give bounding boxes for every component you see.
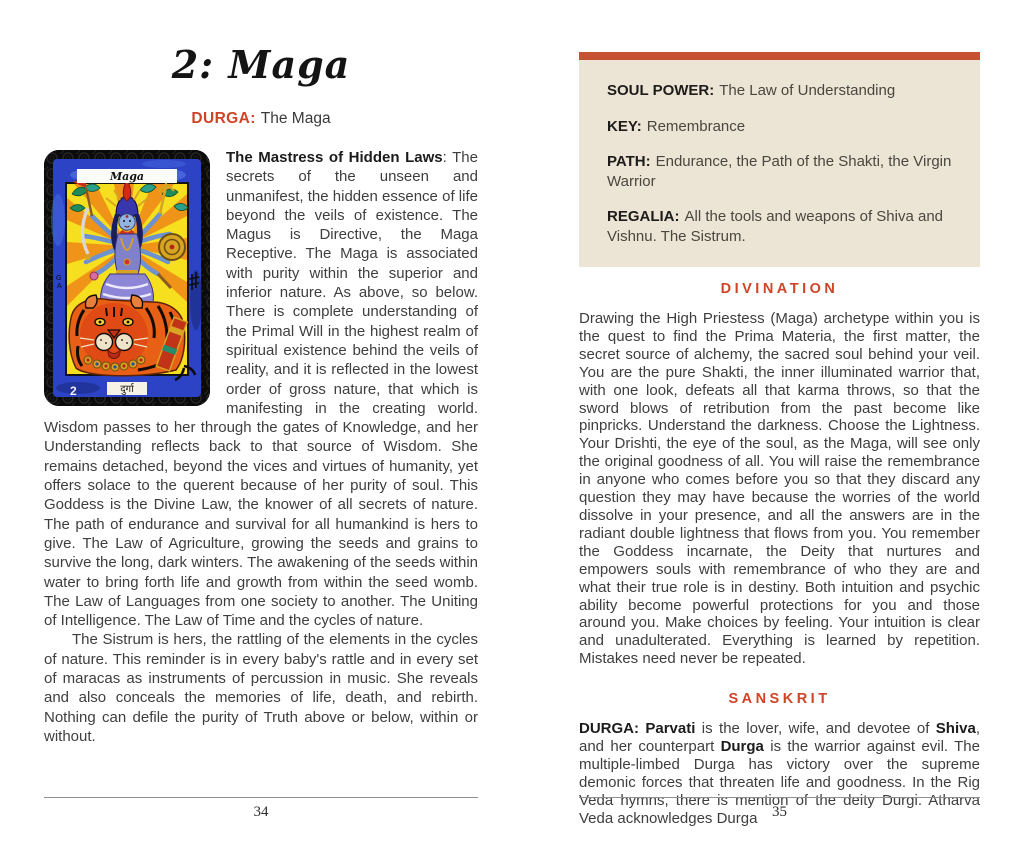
key-value: Remembrance [646,117,746,135]
intro-paragraph-text: : The secrets of the unseen and unmanifest, the hidden essence of life beyond the veils of existence. The Magus is Directive, the Maga Receptive. The Maga is associated with purity within the superior and inferior nature. As above, so below. There is complete understanding of the Primal Will in the highest realm of spiritual existence behind the veils of reality, and it is reflected in the lowest order of gross nature, that which is manifesting in the creating world. Wisdom passes to her through the gates of Knowledge, and her Understanding reflects back to that source of Wisdom. She remains detached, beyond the vices and virtues of humanity, yet offers solace to the querent because of her purity of soul. This Goddess is the Divine Law, the knower of all secrets of nature. The path of endurance and survival for all humankind is hers to give. The Law of Agriculture, growing the seeds and grains to survive the long, dark winters. The awakening of the seeds within water to bring forth life and growth from within the seed womb. The Law of Languages from one society to another. The Uniting of Intelligence. The Law of Time and the cycles of nature. [44,149,478,630]
card-title-text: Maga [109,170,145,183]
goddess-torso [115,234,141,274]
left-page-number: 34 [253,804,269,820]
deity-label: DURGA: [191,110,256,127]
card-subtitle [44,109,478,128]
tarot-card-image [44,150,210,406]
divination-heading: DIVINATION [720,281,839,297]
left-page-body [44,148,478,746]
sistrum-paragraph: The Sistrum is hers, the rattling of the elements in the cycles of nature. This reminder is in every baby's rattle and in every set of maracas as instruments of percussion in music. She reveals and also conceals the memories of life, death, and rebirth. Nothing can defile the purity of Truth above or below, within or without. [44,631,478,745]
sanskrit-paragraph: DURGA: Parvati is the lover, wife, and devotee of Shiva, and her counterpart Durga is the warrior against evil. The multiple-limbed Durga has victory over the supreme demonic forces that threaten life and goodness. In the Rig Veda hymns, there is mention of the deity Durgi. Atharva Veda acknowledges Durga [579,720,980,827]
right-page-number: 35 [772,804,787,820]
soul-power-value: The Law of Understanding [719,82,896,99]
right-page-footer [579,797,980,821]
paragraph-lead-in: The Mastress of Hidden Laws [226,149,443,166]
sanskrit-durga-parvati: DURGA: Parvati [579,720,696,738]
path-label: PATH: [607,153,651,170]
left-page [44,38,478,746]
sanskrit-durga: Durga [720,738,764,756]
card-left-mark-a: A [57,283,62,290]
info-row-path [607,152,952,191]
chapter-title: 2: Maga [171,42,351,87]
sanskrit-heading: SANSKRIT [728,691,831,708]
right-page [579,52,980,828]
tarot-card [44,150,210,406]
regalia-label: REGALIA: [607,208,680,225]
card-number-text: 2 [70,384,77,398]
key-label: KEY: [607,117,642,135]
soul-power-label: SOUL POWER: [607,82,715,99]
info-row-key [607,117,952,137]
sanskrit-shiva: Shiva [935,720,976,738]
divination-paragraph: Drawing the High Priestess (Maga) archetype within you is the quest to find the Prima Materia, the first matter, the secret source of alchemy, the sacred soul behind your veil. You are the pure Shakti, the inner illuminated warrior that, with one look, defeats all that karma throws, so that the sword blows of retribution from the past become like pinpricks. Understand the darkness. Choose the Lightness. Your Drishti, the eye of the soul, as the Maga, will see only the original goodness of all. You will raise the remembrance in anyone who comes before you so that they discard any question they may have because the worries of the world dissolve in your presence, and all the answers are in the radiant double lightness that flows from you. You remember the Goddess incarnate, the Deity that nurtures and empowers souls with remembrance of who they are and what their true role is in destiny. Both intuition and psychic ability become powerful protections for you and those around you. Make choices by feeling. Your intuition is clear and unadulterated. Everything is learned by repetition. Mistakes need never be repeated. [579,310,980,668]
info-box-accent-bar [579,52,980,60]
card-name: The Maga [260,110,331,127]
info-row-soul-power [607,81,952,101]
lotus-icon [90,272,98,280]
left-page-footer [44,797,478,821]
info-box [579,60,980,267]
path-value: Endurance, the Path of the Shakti, the Virgin Warrior [607,153,952,190]
card-left-mark-g: G [56,275,62,282]
info-row-regalia [607,207,952,246]
card-devanagari-text: दुर्गा [120,384,134,395]
regalia-value: All the tools and weapons of Shiva and Vishnu. The Sistrum. [607,208,944,245]
